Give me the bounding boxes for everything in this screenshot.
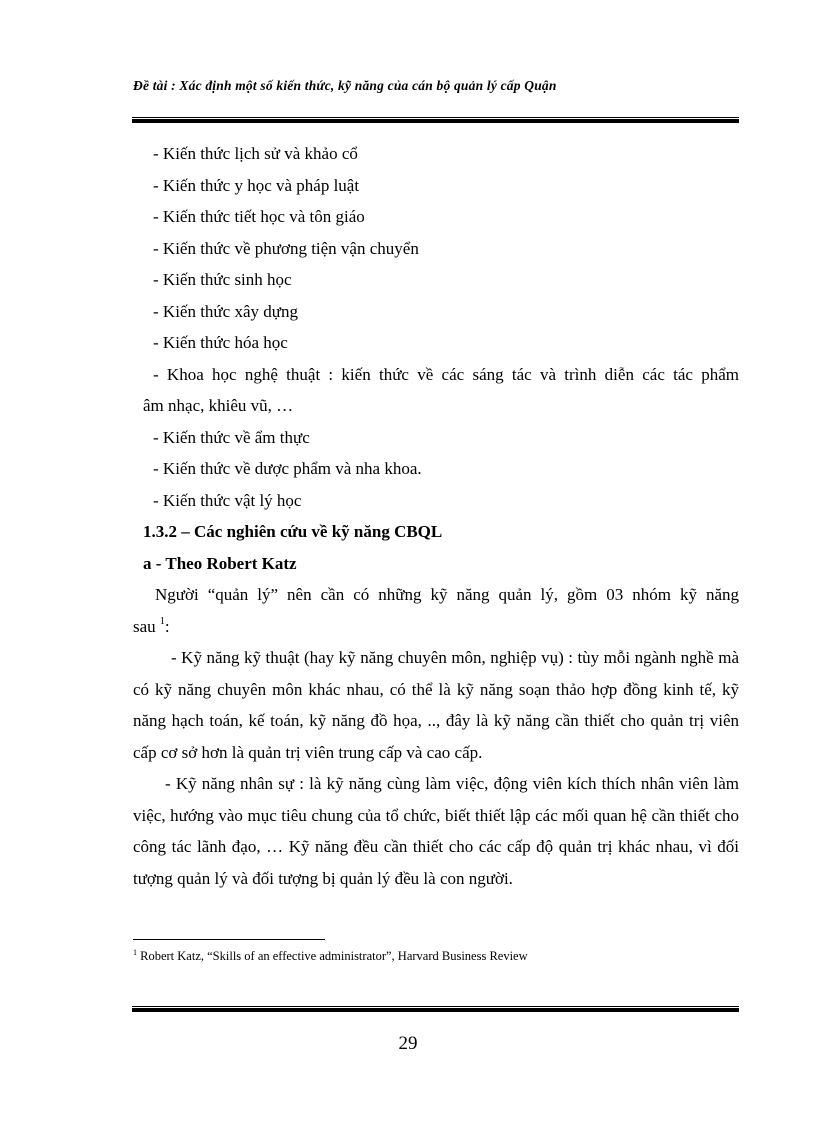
list-item: - Kiến thức vật lý học [153, 490, 302, 510]
list-item: - Kiến thức về ẩm thực [153, 427, 310, 447]
list-item: - Kiến thức về phương tiện vận chuyển [153, 238, 419, 258]
list-item: - Kiến thức về dược phẩm và nha khoa. [153, 459, 422, 478]
list-item: - Kiến thức xây dựng [153, 301, 298, 321]
list-item-art-line2: âm nhạc, khiêu vũ, … [143, 396, 294, 415]
list-item: - Kiến thức tiết học và tôn giáo [153, 207, 365, 226]
footnote-text: Robert Katz, “Skills of an effective administrator”, Harvard Business Review [140, 949, 528, 963]
header-divider [132, 117, 739, 123]
footnote-reference[interactable]: 1 [159, 615, 165, 627]
footnote-number: 1 [133, 948, 137, 957]
intro-line1: Người “quản lý” nên cần có những kỹ năng quản lý, gồm 03 nhóm kỹ năng [155, 585, 739, 604]
intro-line2-end: : [164, 616, 170, 636]
list-item: - Kiến thức sinh học [153, 270, 292, 289]
list-item: - Kiến thức hóa học [153, 333, 288, 352]
section-heading: 1.3.2 – Các nghiên cứu về kỹ năng CBQL [143, 522, 443, 541]
section-subheading: a - Theo Robert Katz [143, 553, 297, 573]
paragraph-technical-skills: - Kỹ năng kỹ thuật (hay kỹ năng chuyên môn, nghiệp vụ) : tùy mỗi ngành nghề mà có kỹ năng chuyên môn khác nhau, có thể là kỹ năng soạn thảo hợp đồng kinh tế, kỹ năng hạch toán, kế toán, kỹ năng đồ họa, .., đây là kỹ năng cần thiết cho quản trị viên cấp cơ sở hơn là quản trị viên trung cấp và cao cấp. [133, 648, 739, 762]
paragraph-human-skills: - Kỹ năng nhân sự : là kỹ năng cùng làm việc, động viên kích thích nhân viên làm việc, hướng vào mục tiêu chung của tổ chức, biết thiết lập các mối quan hệ cần thiết cho công tác lãnh đạo, … Kỹ năng đều cần thiết cho các cấp độ quản trị khác nhau, vì đối tượng quản lý và đối tượng bị quản lý đều là con người. [133, 774, 739, 888]
page-header-title: Đề tài : Xác định một số kiến thức, kỹ năng của cán bộ quản lý cấp Quận [133, 78, 557, 93]
list-item-art-line1: - Khoa học nghệ thuật : kiến thức về các sáng tác và trình diễn các tác phẩm [153, 364, 739, 384]
intro-line2 [133, 611, 739, 643]
intro-line2-text: sau [133, 616, 160, 636]
page-number: 29 [398, 1033, 418, 1054]
list-item: - Kiến thức lịch sử và khảo cổ [153, 144, 358, 163]
footer-divider [132, 1006, 739, 1012]
footnote [133, 948, 739, 964]
list-item: - Kiến thức y học và pháp luật [153, 175, 360, 195]
page-body [133, 138, 739, 894]
footnote-divider [133, 939, 325, 940]
